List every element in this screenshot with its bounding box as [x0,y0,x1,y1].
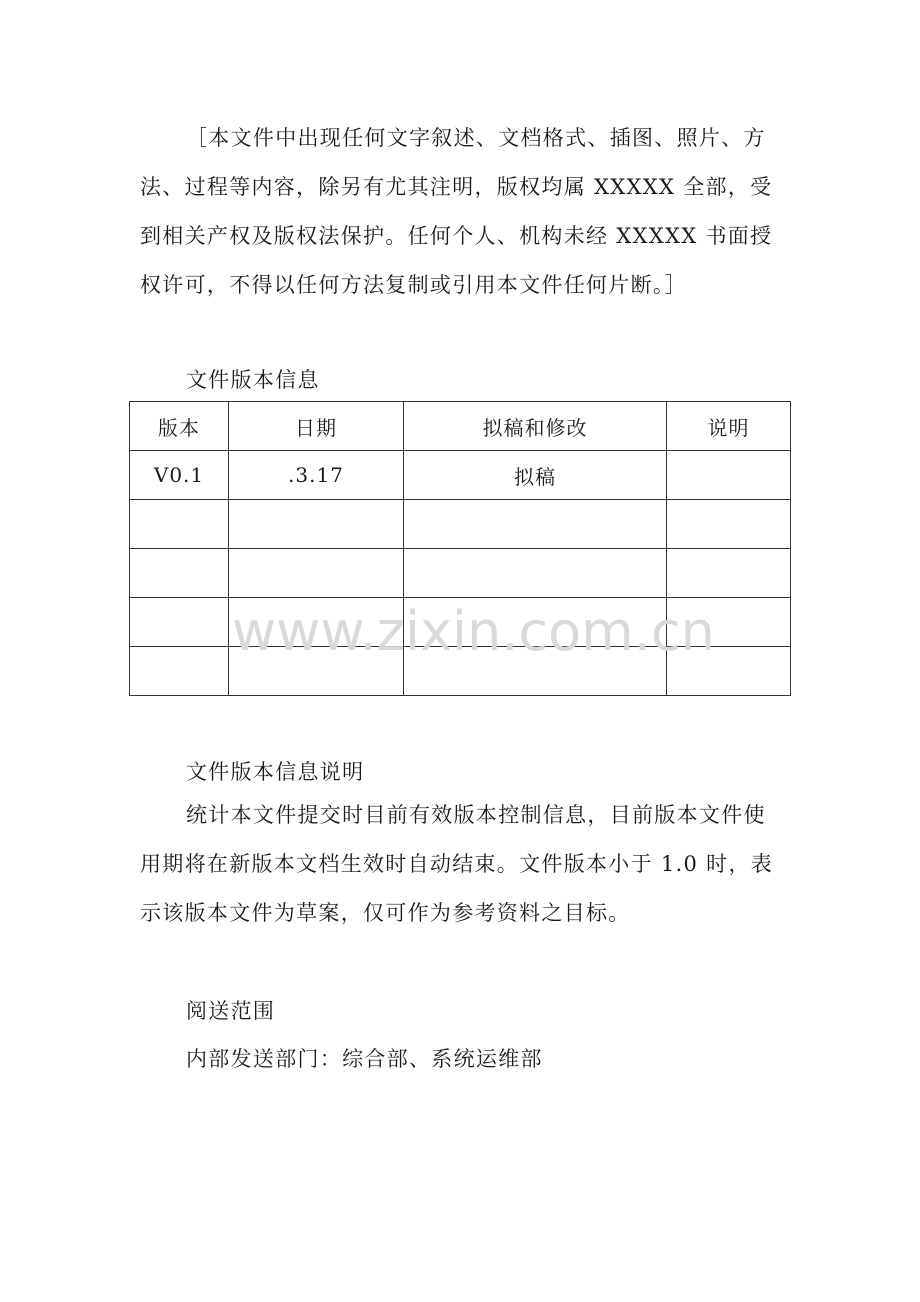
cell-description [667,500,791,549]
table-row [130,647,791,696]
header-cell-version: 版本 [130,402,229,451]
version-note-heading: 文件版本信息说明 [186,760,365,784]
table-row [130,500,791,549]
cell-draft-modify [404,500,667,549]
copyright-notice: ［本文件中出现任何文字叙述、文档格式、插图、照片、方法、过程等内容，除另有尤其注明，版权均属 XXXXX 全部，受到相关产权及版权法保护。任何个人、机构未经 XXXXX 书面授权许可，不得以任何方法复制或引用本文件任何片断。］ [140,126,773,297]
distribution-heading: 阅送范围 [186,999,276,1023]
cell-version [130,500,229,549]
header-cell-description: 说明 [667,402,791,451]
cell-description [667,549,791,598]
table-row [130,598,791,647]
cell-version [130,647,229,696]
cell-draft-modify [404,598,667,647]
version-note-text: 统计本文件提交时目前有效版本控制信息，目前版本文件使用期将在新版本文档生效时自动结束。文件版本小于 1.0 时，表示该版本文件为草案，仅可作为参考资料之目标。 [140,803,774,925]
cell-draft-modify: 拟稿 [404,451,667,500]
cell-draft-modify [404,549,667,598]
cell-version: V0.1 [130,451,229,500]
cell-version [130,598,229,647]
table-header-row [130,402,791,451]
cell-date [229,500,404,549]
header-cell-date: 日期 [229,402,404,451]
cell-date [229,647,404,696]
distribution-text: 内部发送部门：综合部、系统运维部 [186,1047,543,1071]
version-info-heading: 文件版本信息 [186,368,320,392]
cell-date [229,549,404,598]
cell-date [229,598,404,647]
cell-description [667,647,791,696]
table-row [130,451,791,500]
cell-date: .3.17 [229,451,404,500]
version-table [129,401,791,696]
cell-description [667,598,791,647]
cell-version [130,549,229,598]
cell-draft-modify [404,647,667,696]
table-row [130,549,791,598]
watermark: www.zixin.com.cn [232,600,715,663]
header-cell-draft-modify: 拟稿和修改 [404,402,667,451]
cell-description [667,451,791,500]
